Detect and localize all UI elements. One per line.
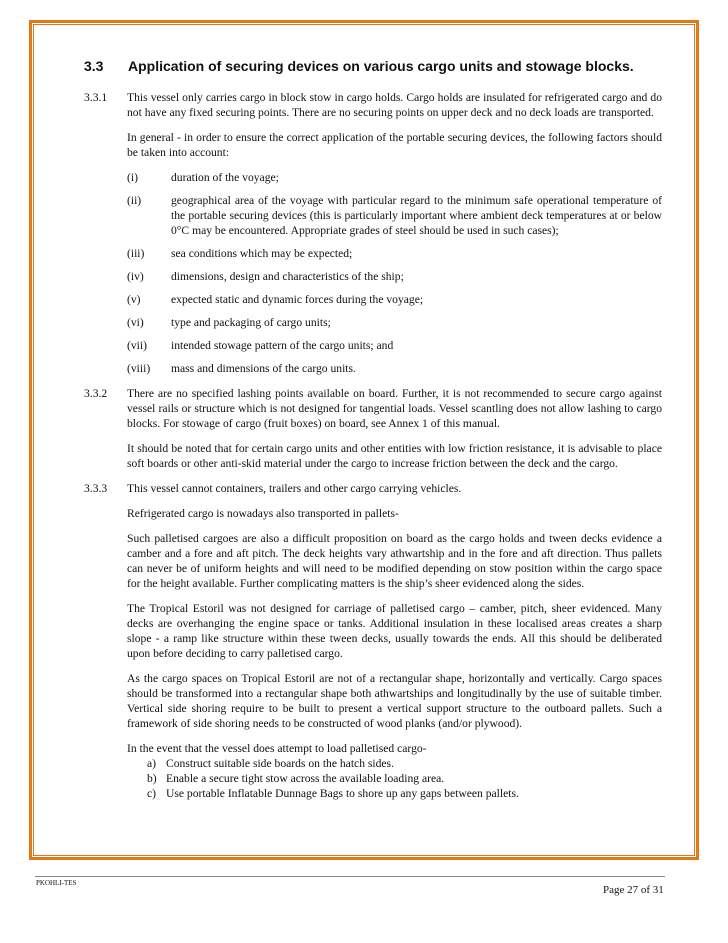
subsection-number: 3.3.2 (84, 387, 108, 400)
list-item (127, 246, 662, 261)
item-text: Enable a secure tight stow across the available loading area. (166, 772, 445, 785)
list-item (127, 193, 662, 238)
list-item (127, 315, 662, 330)
paragraph: This vessel cannot containers, trailers and other cargo carrying vehicles. (127, 482, 462, 495)
item-marker: (ii) (127, 194, 142, 207)
paragraph: The Tropical Estoril was not designed for carriage of palletised cargo – camber, pitch, sheer evidenced. Many decks are overhanging the engine space or tanks. Additional insulation in these localised areas creates a sharp slope - a ramp like structure within these tween decks, usually towards the ends. All this should be deliberated upon before deciding to carry palletised cargo. (127, 602, 662, 660)
footer-divider (35, 876, 665, 877)
paragraph: In the event that the vessel does attempt to load palletised cargo- (127, 742, 427, 755)
item-marker: (iv) (127, 270, 144, 283)
list-item (127, 292, 662, 307)
document-body (84, 90, 662, 811)
item-marker: a) (147, 757, 157, 770)
item-text: duration of the voyage; (171, 171, 279, 184)
paragraph: As the cargo spaces on Tropical Estoril are not of a rectangular shape, horizontally and vertically. Cargo spaces should be transformed into a rectangular shape both athwartships and longitudinally by the use of suitable timber. Vertical side shoring require to be built to present a vertical support structure to the outboard pallets. Such a framework of side shoring needs to be constructed of wood planks (and/or plywood). (127, 672, 662, 730)
item-text: dimensions, design and characteristics of the ship; (171, 270, 404, 283)
item-marker: (vii) (127, 339, 147, 352)
item-text: geographical area of the voyage with particular regard to the minimum safe operational temperature of the portable securing devices (this is particularly important where ambient deck temperatures at or below 0°C may be encountered. Appropriate grades of steel should be used in such cases); (171, 194, 662, 237)
list-item (147, 771, 662, 786)
factor-list (127, 170, 662, 376)
paragraph: There are no specified lashing points available on board. Further, it is not recommended to secure cargo against vessel rails or structure which is not designed for tangential loads. Vessel scantling does not allow lashing to cargo blocks. For stowage of cargo (fruit boxes) on board, see Annex 1 of this manual. (127, 387, 662, 430)
section-title: Application of securing devices on various cargo units and stowage blocks. (128, 58, 634, 74)
subsection-3-3-1 (84, 90, 662, 376)
item-marker: b) (147, 772, 157, 785)
item-marker: c) (147, 787, 157, 800)
subsection-3-3-3 (84, 481, 662, 801)
paragraph: In general - in order to ensure the correct application of the portable securing devices, the following factors should be taken into account: (127, 131, 662, 159)
item-marker: (v) (127, 293, 141, 306)
paragraph: It should be noted that for certain cargo units and other entities with low friction resistance, it is advisable to place soft boards or other anti-skid material under the cargo to increase friction between the deck and the cargo. (127, 442, 662, 470)
list-item (127, 269, 662, 284)
subsection-number: 3.3.3 (84, 482, 108, 495)
item-text: sea conditions which may be expected; (171, 247, 353, 260)
list-item (127, 361, 662, 376)
item-text: Construct suitable side boards on the hatch sides. (166, 757, 394, 770)
footer-document-code: PKOHLI-TES (36, 879, 77, 887)
item-marker: (viii) (127, 362, 151, 375)
item-text: expected static and dynamic forces during the voyage; (171, 293, 424, 306)
paragraph: This vessel only carries cargo in block stow in cargo holds. Cargo holds are insulated for refrigerated cargo and do not have any fixed securing points. There are no securing points on upper deck and no deck loads are transported. (127, 91, 662, 119)
list-item (127, 338, 662, 353)
item-marker: (vi) (127, 316, 144, 329)
paragraph: Refrigerated cargo is nowadays also transported in pallets- (127, 507, 399, 520)
section-number: 3.3 (84, 58, 104, 74)
item-text: mass and dimensions of the cargo units. (171, 362, 356, 375)
list-item (147, 756, 662, 771)
item-text: Use portable Inflatable Dunnage Bags to shore up any gaps between pallets. (166, 787, 519, 800)
list-item (127, 170, 662, 185)
page-number: Page 27 of 31 (603, 884, 664, 896)
subsection-3-3-2 (84, 386, 662, 471)
item-text: type and packaging of cargo units; (171, 316, 331, 329)
item-text: intended stowage pattern of the cargo units; and (171, 339, 394, 352)
list-item (147, 786, 662, 801)
subsection-number: 3.3.1 (84, 91, 108, 104)
item-marker: (i) (127, 171, 138, 184)
paragraph: Such palletised cargoes are also a difficult proposition on board as the cargo holds and tween decks evidence a camber and a fore and aft pitch. The deck heights vary athwartship and in the fore and aft direction. Thus pallets can never be of uniform heights and will need to be modified depending on stow position within the cargo space for the height available. Further complicating matters is the ship’s sheer evidenced along the sides. (127, 532, 662, 590)
action-list (127, 756, 662, 801)
item-marker: (iii) (127, 247, 145, 260)
